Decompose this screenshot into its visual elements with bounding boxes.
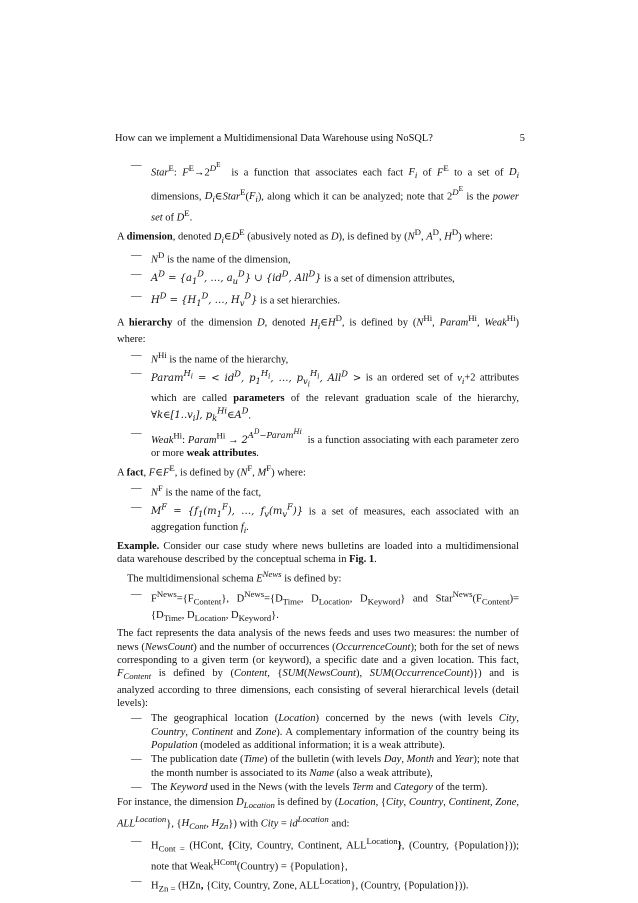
page-number: 5 bbox=[519, 133, 525, 144]
hierarchy-weak-item: — Weak$^{Hi}$: Param$^{Hi}$ → $2^{A^D-Param^{Hi}}$ is a function associating with each parameter zero or more weak attributes. bbox=[131, 427, 519, 461]
running-header bbox=[115, 133, 525, 144]
hcont-item: — $H_{Cont =}$ (HCont, {City, Country, Continent, $ALL^{Location}$}, (Country, {Population})); note that Weak$^{HCont}$(Country) = {Population}, bbox=[131, 835, 519, 874]
keyword-dimension-item: — The Keyword used in the News (with the levels Term and Category of the term). bbox=[131, 781, 519, 794]
dimension-hierarchies-item: — $H^D = \{H_1^D$, …, $H_v^D$} is a set hierarchies. bbox=[131, 290, 519, 311]
dimension-description-items bbox=[117, 712, 519, 794]
fact-name-item: — $N^F$ is the name of the fact, bbox=[131, 482, 519, 500]
schema-intro: The multidimensional schema $E^{News}$ is defined by: bbox=[127, 569, 342, 585]
location-instance-paragraph: For instance, the dimension $D_{Location}$ is defined by (Location, {City, Country, Continent, Zone, $ALL^{Location}$}, {$H_{Cont}$, $H_{Zn}$}) with City = $id^{Location}$ and: bbox=[117, 797, 520, 832]
dimension-attributes-item: — $A^D = \{a_1^D$, …, $a_u^D$} ∪ {$id^D$, All$^D$} is a set of dimension attributes, bbox=[131, 268, 519, 289]
schema-definition-item: — $F^{News}=\{F_{Content}\}$, $D^{News}=\{D_{Time}$, $D_{Location}$, $D_{Keyword}$} and $Star^{News}(F_{Content})=\{D_{Time}$, $D_{Location}$, $D_{Keyword}$}. bbox=[131, 588, 519, 625]
dimension-definition: A dimension, denoted $D_i\in D^E$ (abusively noted as D), is defined by ($N^D$, $A^D$, $H^D$) where: bbox=[117, 227, 493, 245]
schema-items bbox=[117, 588, 519, 625]
time-dimension-item: — The publication date (Time) of the bulletin (with levels Day, Month and Year); note that the month number is associated to its Name (also a weak attribute), bbox=[131, 753, 519, 780]
hierarchy-definition: A hierarchy of the dimension D, denoted $H_i\in H^D$, is defined by ($N^{Hi}$, Param$^{Hi}$, Weak$^{Hi}$) where: bbox=[117, 313, 520, 346]
star-definition: — Star$^E$: $F^E\to 2DE$ is a function that associates each fact $F_i$ of $F^E$ to a set of $D_i$ dimensions, $D_i\in Star^E(F_i)$, along which it can be analyzed; note that 2DE is the power set of $D^E$. bbox=[131, 159, 519, 224]
location-dimension-item: — The geographical location (Location) concerned by the news (with levels City, Country, Continent and Zone). A complementary information of the country being its Population (modeled as additional information; it is a weak attribute). bbox=[131, 712, 519, 752]
fact-items bbox=[117, 482, 519, 538]
hierarchy-param-item: — Param$^{H_i}$ = < $id^D$, $p_1^{H_i}$, …, $p_{v_i}^{H_i}$, All$^D$ > is an ordered set of $v_i+2$ attributes which are called parameters of the relevant graduation scale of the hierarchy, $\forall k\in[1..v_i]$, $p_k^{Hi}\in A^D$. bbox=[131, 367, 519, 425]
hierarchy-name-item: — $N^{Hi}$ is the name of the hierarchy, bbox=[131, 349, 519, 367]
dimension-name-item: — $N^D$ is the name of the dimension, bbox=[131, 249, 519, 267]
star-definition-list bbox=[117, 159, 519, 224]
fact-definition: A fact, $F\in F^E$, is defined by ($N^F$, $M^F$) where: bbox=[117, 463, 306, 479]
fact-description: The fact represents the data analysis of the news feeds and uses two measures: the number of news (NewsCount) and the number of occurrences (OccurrenceCount); both for the set of news corresponding to a given term (or keyword), a specific date and a given location. This fact, $F_{Content}$ is defined by (Content, {SUM(NewsCount), SUM(OccurrenceCount)}) and is analyzed according to three dimensions, each consisting of several hierarchical levels (detail levels): bbox=[117, 628, 519, 710]
dimension-items bbox=[117, 249, 519, 310]
hzn-item: — $H_{Zn =}$ (HZn, {City, Country, Zone, $ALL^{Location}$}, (Country, {Population})). bbox=[131, 875, 519, 896]
body-text bbox=[117, 159, 519, 898]
fact-measures-item: — $M^F = \{f_1(m_1^F)$, …, $f_v(m_v^F)$} is a set of measures, each associated with an aggregation function $f_i$. bbox=[131, 501, 519, 538]
location-hierarchy-items bbox=[117, 835, 519, 896]
example-paragraph: Example. Consider our case study where news bulletins are loaded into a multidimensional data warehouse described by the conceptual schema in Fig. 1. bbox=[117, 540, 519, 566]
running-title: How can we implement a Multidimensional Data Warehouse using NoSQL? bbox=[115, 133, 433, 144]
hierarchy-items bbox=[117, 349, 519, 461]
